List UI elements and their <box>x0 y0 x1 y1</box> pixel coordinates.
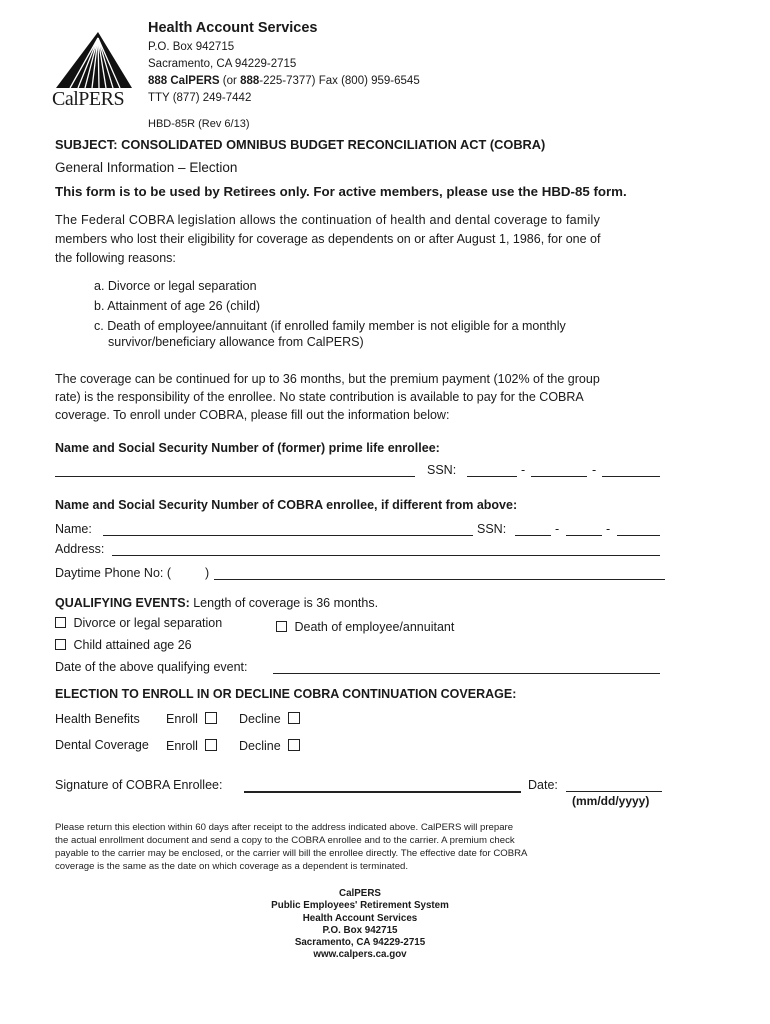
intro-line-1: The Federal COBRA legislation allows the continuation of health and dental coverage to family <box>55 213 601 227</box>
prime-ssn-field-2[interactable] <box>531 476 587 477</box>
header-title: Health Account Services <box>148 20 318 36</box>
prime-ssn-label: SSN: <box>427 463 457 477</box>
health-decline-option[interactable] <box>239 710 300 730</box>
footer-line-3: payable to the carrier may be enclosed, or the carrier will bill the enrollee directly. The effective date for COBRA <box>55 848 528 859</box>
dental-enroll-option[interactable] <box>166 737 217 757</box>
dental-decline-option[interactable] <box>239 737 300 757</box>
phone-rest: -225-7377) Fax (800) 959-6545 <box>259 75 420 87</box>
child-label: Child attained age 26 <box>73 638 192 652</box>
dental-coverage-label: Dental Coverage <box>55 738 149 752</box>
cobra-ssn-dash-1: - <box>555 522 560 536</box>
health-decline-checkbox[interactable] <box>288 712 300 724</box>
cobra-phone-label: Daytime Phone No: ( <box>55 566 172 580</box>
prime-enrollee-heading: Name and Social Security Number of (former) prime life enrollee: <box>55 441 440 455</box>
header-address-line1: P.O. Box 942715 <box>148 41 235 53</box>
reason-c: c. Death of employee/annuitant (if enrolled family member is not eligible for a monthly <box>94 319 566 333</box>
dental-decline-label: Decline <box>239 739 281 753</box>
signature-date-label: Date: <box>528 778 558 792</box>
qualifying-events-label: QUALIFYING EVENTS: <box>55 596 190 610</box>
cobra-name-field[interactable] <box>103 535 473 536</box>
logo-text: CalPERS <box>52 88 125 110</box>
qualifying-date-label: Date of the above qualifying event: <box>55 660 248 674</box>
cobra-address-field[interactable] <box>112 555 660 556</box>
retiree-notice: This form is to be used by Retirees only. For active members, please use the HBD-85 form. <box>55 184 627 199</box>
reason-a: a. Divorce or legal separation <box>94 279 257 293</box>
reason-c-cont: survivor/beneficiary allowance from CalPERS) <box>108 335 364 349</box>
cobra-ssn-label: SSN: <box>477 522 507 536</box>
qualifying-date-field[interactable] <box>273 673 660 674</box>
contact-pobox: P.O. Box 942715 <box>322 924 398 936</box>
divorce-checkbox[interactable] <box>55 617 66 628</box>
contact-system: Public Employees' Retirement System <box>271 900 449 912</box>
qualifying-events-line <box>55 594 378 614</box>
footer-line-4: coverage is the same as the date on which coverage as a dependent is terminated. <box>55 861 409 872</box>
calpers-logo-icon <box>52 30 136 92</box>
intro-line-3: the following reasons: <box>55 251 176 265</box>
coverage-line-1: The coverage can be continued for up to 36 months, but the premium payment (102% of the group <box>55 372 600 386</box>
health-enroll-checkbox[interactable] <box>205 712 217 724</box>
prime-ssn-dash-1: - <box>521 463 526 477</box>
death-label: Death of employee/annuitant <box>294 620 455 634</box>
contact-block <box>210 888 510 962</box>
form-number: HBD-85R (Rev 6/13) <box>148 118 250 130</box>
health-benefits-label: Health Benefits <box>55 712 140 726</box>
election-heading: ELECTION TO ENROLL IN OR DECLINE COBRA CONTINUATION COVERAGE: <box>55 687 517 701</box>
subject-line: SUBJECT: CONSOLIDATED OMNIBUS BUDGET RECONCILIATION ACT (COBRA) <box>55 137 546 152</box>
signature-date-format: (mm/dd/yyyy) <box>572 794 650 808</box>
qualifying-events-desc: Length of coverage is 36 months. <box>189 596 379 610</box>
reason-b: b. Attainment of age 26 (child) <box>94 299 261 313</box>
health-enroll-option[interactable] <box>166 710 217 730</box>
prime-ssn-field-3[interactable] <box>602 476 660 477</box>
section-title: General Information – Election <box>55 160 238 175</box>
signature-label: Signature of COBRA Enrollee: <box>55 778 223 792</box>
option-death[interactable] <box>276 618 454 638</box>
health-decline-label: Decline <box>239 712 281 726</box>
coverage-line-2: rate) is the responsibility of the enrollee. No state contribution is available to pay for the COBRA <box>55 390 584 404</box>
header-address-line2: Sacramento, CA 94229-2715 <box>148 58 297 70</box>
contact-website[interactable]: www.calpers.ca.gov <box>313 949 407 961</box>
footer-line-2: the actual enrollment document and send a copy to the COBRA enrollee and to the carrier. A premium check <box>55 835 515 846</box>
child-checkbox[interactable] <box>55 639 66 650</box>
phone-bold-calpers: 888 CalPERS <box>148 75 220 87</box>
cobra-ssn-field-1[interactable] <box>515 535 551 536</box>
contact-org: CalPERS <box>339 888 381 899</box>
prime-ssn-field-1[interactable] <box>467 476 517 477</box>
header-tty: TTY (877) 249-7442 <box>148 92 252 104</box>
phone-bold-888: 888 <box>240 75 260 87</box>
prime-ssn-dash-2: - <box>592 463 597 477</box>
prime-enrollee-name-field[interactable] <box>55 476 415 477</box>
health-enroll-label: Enroll <box>166 712 198 726</box>
option-divorce[interactable] <box>55 614 222 634</box>
intro-line-2: members who lost their eligibility for coverage as dependents on or after August 1, 1986, for one of <box>55 232 601 246</box>
cobra-ssn-dash-2: - <box>606 522 611 536</box>
footer-line-1: Please return this election within 60 days after receipt to the address indicated above. CalPERS will prepare <box>55 822 514 833</box>
option-child[interactable] <box>55 636 192 656</box>
divorce-label: Divorce or legal separation <box>73 616 223 630</box>
dental-decline-checkbox[interactable] <box>288 739 300 751</box>
cobra-phone-close: ) <box>205 566 210 580</box>
signature-date-field[interactable] <box>566 791 662 792</box>
cobra-name-label: Name: <box>55 522 92 536</box>
dental-enroll-checkbox[interactable] <box>205 739 217 751</box>
cobra-ssn-field-2[interactable] <box>566 535 602 536</box>
contact-city: Sacramento, CA 94229-2715 <box>294 937 426 949</box>
cobra-address-label: Address: <box>55 542 105 556</box>
contact-dept: Health Account Services <box>302 912 418 924</box>
calpers-logo <box>52 30 136 112</box>
coverage-line-3: coverage. To enroll under COBRA, please fill out the information below: <box>55 408 450 422</box>
phone-middle: (or <box>219 75 241 87</box>
cobra-ssn-field-3[interactable] <box>617 535 660 536</box>
cobra-enrollee-heading: Name and Social Security Number of COBRA enrollee, if different from above: <box>55 498 518 512</box>
signature-field[interactable] <box>244 791 521 793</box>
cobra-phone-field[interactable] <box>214 579 665 580</box>
death-checkbox[interactable] <box>276 621 287 632</box>
dental-enroll-label: Enroll <box>166 739 198 753</box>
